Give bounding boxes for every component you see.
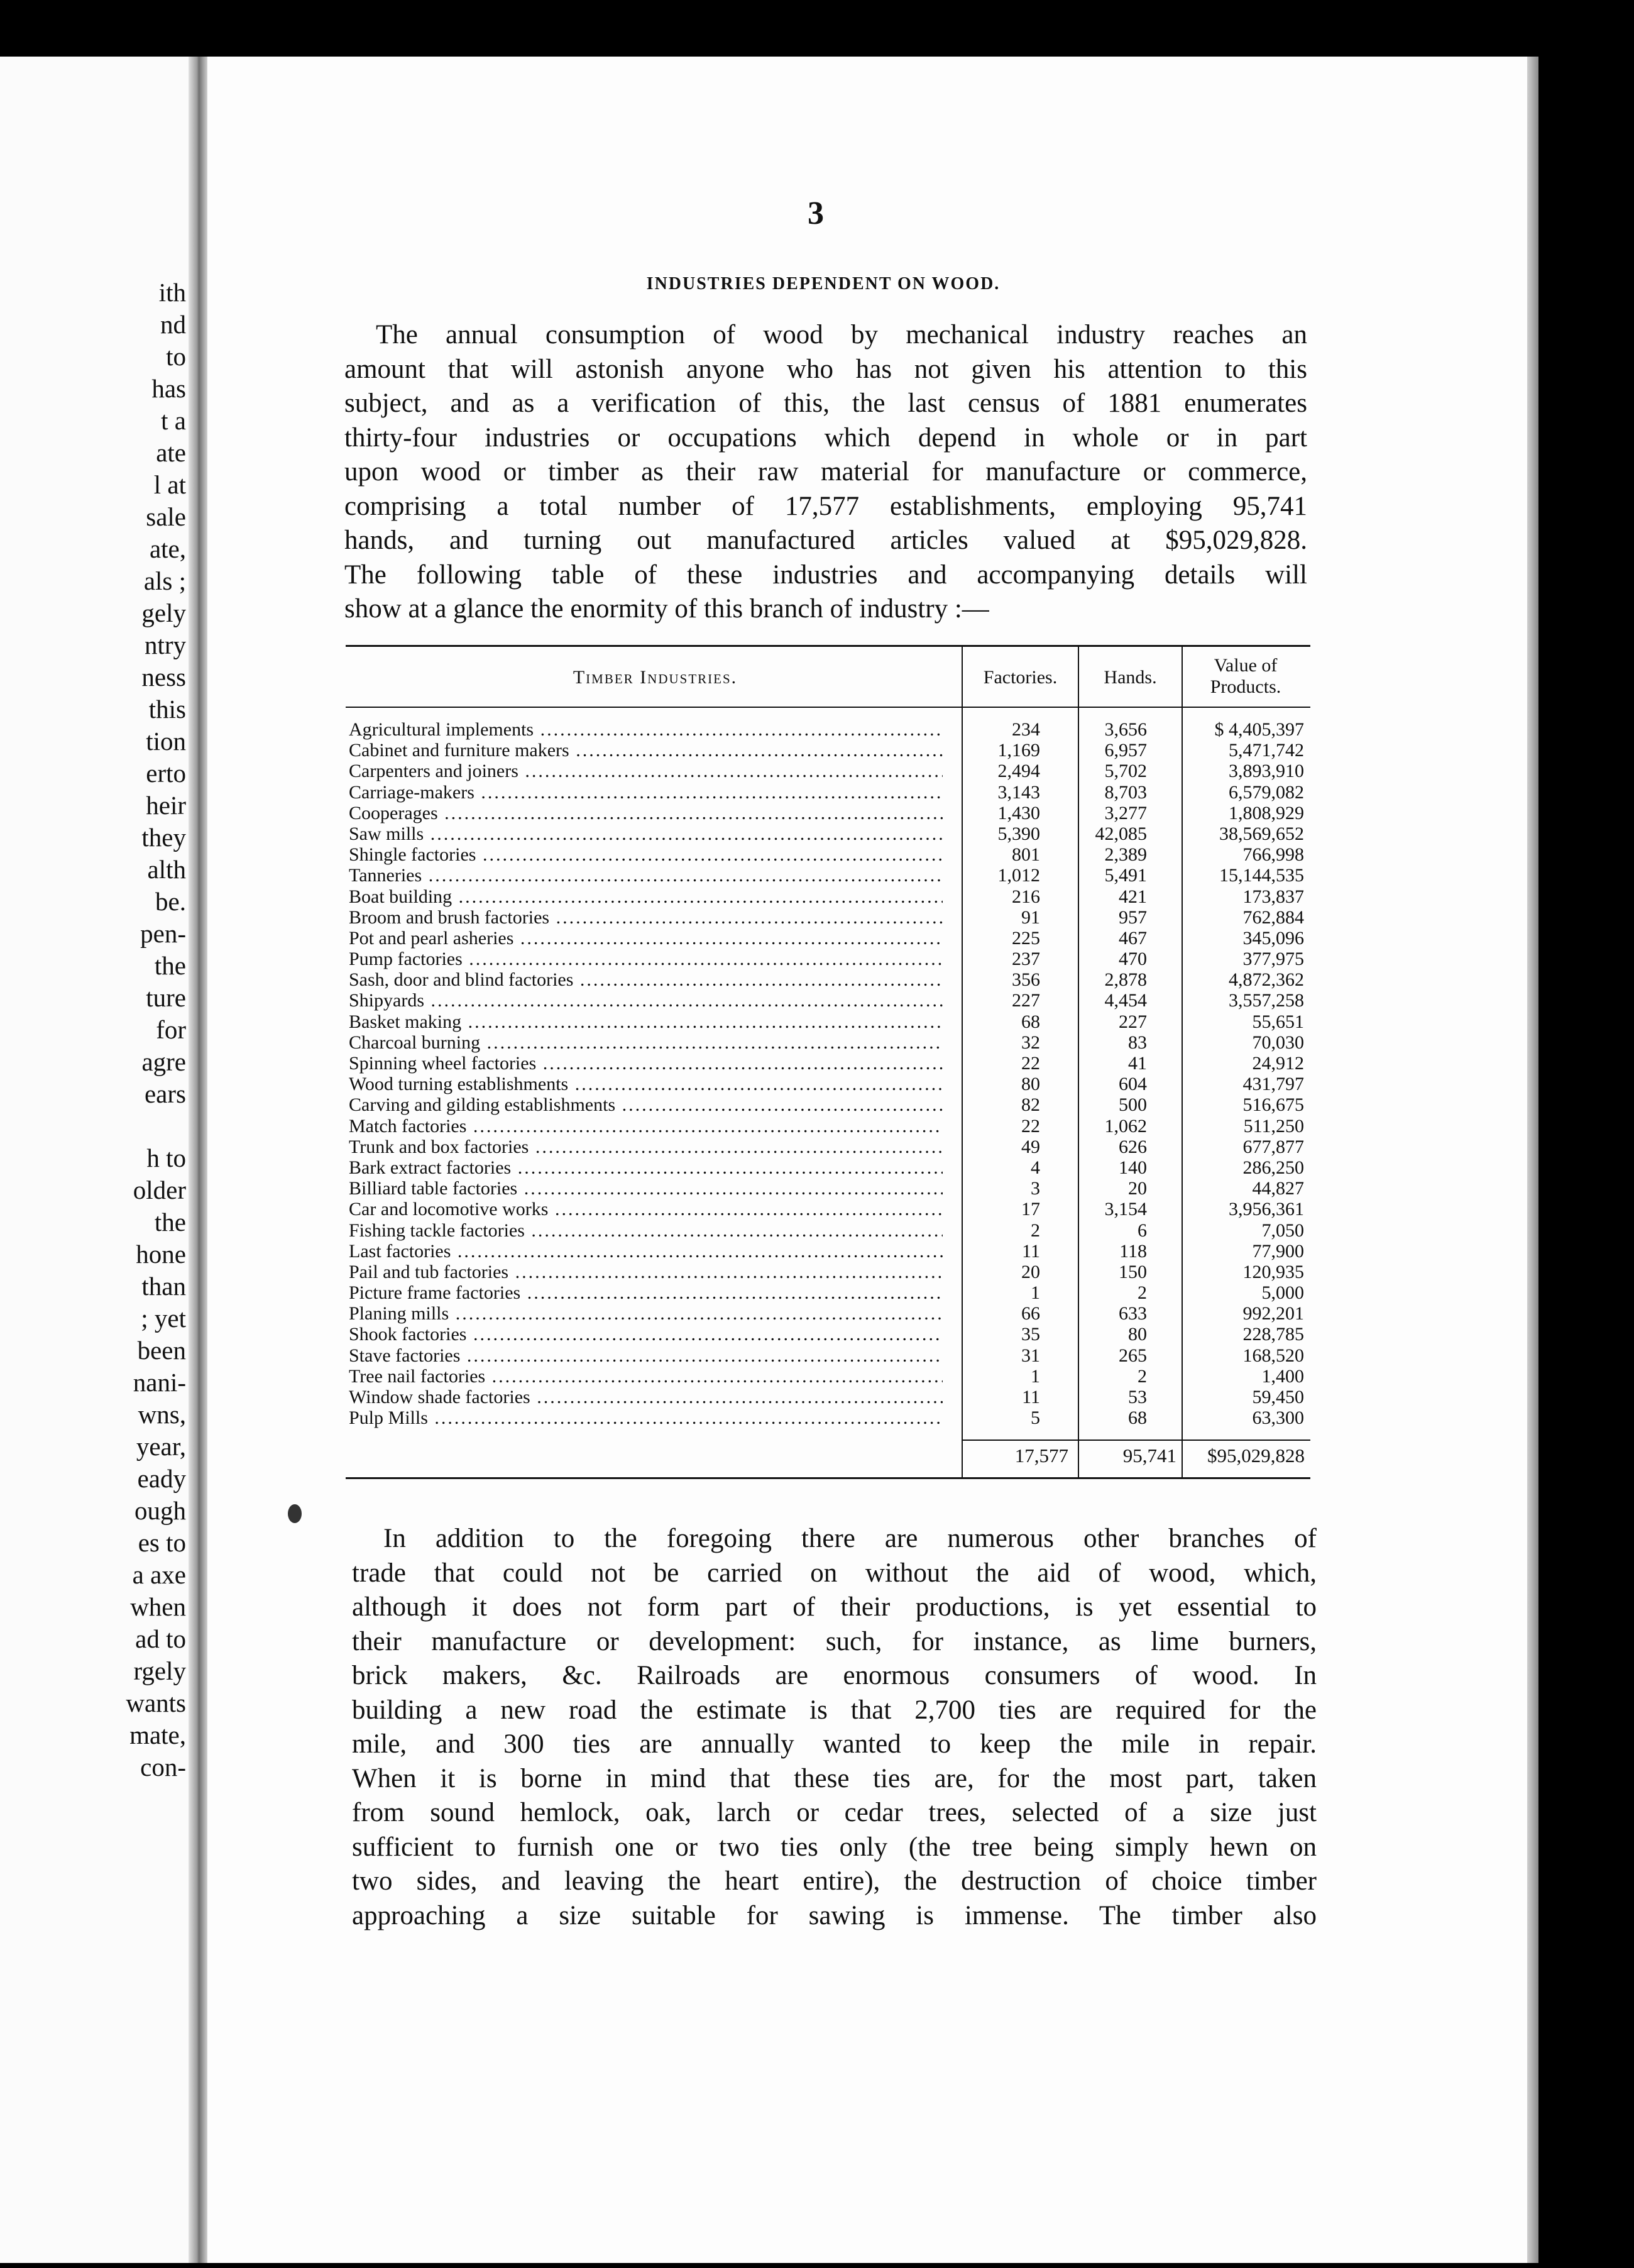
product-value: 511,250 — [1243, 1115, 1304, 1137]
factories-count: 1 — [1031, 1365, 1040, 1387]
hands-count: 5,491 — [1104, 865, 1147, 886]
industry-name: Picture frame factories ..... — [349, 1282, 943, 1303]
product-value: 766,998 — [1242, 844, 1304, 866]
factories-count: 3,143 — [997, 781, 1040, 803]
facing-page-fragment: heir — [146, 791, 186, 820]
facing-page-fragment: ad to — [135, 1624, 186, 1653]
table-row — [349, 928, 1317, 949]
text-line: approaching a size suitable for sawing is immense. The timber also — [352, 1900, 1317, 1930]
text-line: their manufacture or development: such, for instance, as lime burners, — [352, 1626, 1317, 1656]
table-row — [349, 990, 1317, 1011]
product-value: 55,651 — [1252, 1011, 1304, 1032]
factories-count: 356 — [1012, 969, 1040, 991]
factories-count: 66 — [1021, 1303, 1040, 1324]
facing-page-fragment: wants — [126, 1688, 186, 1717]
page-gutter — [189, 57, 207, 2263]
product-value: 992,201 — [1242, 1303, 1304, 1324]
table-row — [349, 865, 1317, 886]
facing-page-fragment: l at — [153, 470, 186, 499]
industry-name: Carriage-makers ..... — [349, 782, 943, 803]
text-line: When it is borne in mind that these ties are, for the most part, taken — [352, 1763, 1317, 1793]
text-line: amount that will astonish anyone who has not given his attention to this — [344, 354, 1307, 384]
text-line: from sound hemlock, oak, larch or cedar trees, selected of a size just — [352, 1798, 1317, 1827]
product-value: 762,884 — [1242, 906, 1304, 928]
factories-count: 20 — [1021, 1261, 1040, 1282]
factories-count: 11 — [1022, 1240, 1040, 1262]
product-value: 15,144,535 — [1219, 865, 1304, 886]
text-line: The following table of these industries and accompanying details will — [344, 559, 1307, 590]
facing-page-fragment: hone — [136, 1240, 186, 1269]
product-value: 7,050 — [1261, 1219, 1304, 1241]
facing-page-fragment: agre — [141, 1047, 186, 1076]
facing-page-fragment: tion — [146, 727, 186, 756]
header-value-line1: Value of — [1214, 655, 1278, 676]
facing-page-fragment: than — [141, 1272, 186, 1301]
table-row — [349, 782, 1317, 803]
table-row — [349, 1094, 1317, 1115]
hands-count: 42,085 — [1095, 823, 1147, 844]
text-line: show at a glance the enormity of this branch of industry :— — [344, 594, 989, 624]
hands-count: 6,957 — [1104, 740, 1147, 761]
header-factories: Factories. — [983, 667, 1058, 688]
text-line — [344, 318, 1307, 353]
facing-page-fragment: ; yet — [141, 1304, 186, 1333]
industry-name: Bark extract factories ..... — [349, 1157, 943, 1178]
table-row — [349, 1074, 1317, 1094]
industry-name: Agricultural implements ..... — [349, 719, 943, 740]
product-value: 6,579,082 — [1229, 781, 1304, 803]
product-value: 173,837 — [1242, 886, 1304, 907]
facing-page-fragment: for — [156, 1015, 186, 1044]
industry-name: Planing mills ..... — [349, 1303, 943, 1324]
industry-name: Pump factories ..... — [349, 949, 943, 969]
factories-count: 225 — [1012, 927, 1040, 949]
text-line: mile, and 300 ties are annually wanted to keep the mile in repair. — [352, 1729, 1317, 1759]
text-line: brick makers, &c. Railroads are enormous consumers of wood. In — [352, 1661, 1317, 1690]
hands-count: 5,702 — [1104, 761, 1147, 782]
industry-name: Wood turning establishments ..... — [349, 1074, 943, 1094]
product-value: $ 4,405,397 — [1214, 719, 1304, 740]
table-top-rule — [346, 645, 1310, 647]
facing-page-fragment: they — [141, 823, 186, 852]
text-line-content: The annual consumption of wood by mechanical industry reaches an — [376, 320, 1307, 350]
header-hands: Hands. — [1104, 667, 1157, 688]
factories-count: 1 — [1031, 1282, 1040, 1304]
facing-page-fragment: gely — [141, 598, 186, 627]
table-row — [349, 1032, 1317, 1053]
table-row — [349, 803, 1317, 823]
hands-count: 68 — [1128, 1407, 1147, 1429]
table-row — [349, 1053, 1317, 1074]
table-header-rule — [346, 707, 1310, 708]
factories-count: 3 — [1031, 1178, 1040, 1199]
product-value: 431,797 — [1242, 1074, 1304, 1095]
facing-page-fragment: h to — [146, 1143, 186, 1172]
facing-page-fragment: nd — [160, 310, 186, 339]
industry-name: Match factories ..... — [349, 1116, 943, 1137]
product-value: 677,877 — [1242, 1136, 1304, 1157]
hands-count: 2 — [1138, 1282, 1147, 1304]
facing-page-fragment: a axe — [132, 1560, 186, 1589]
hands-count: 80 — [1128, 1324, 1147, 1345]
hands-count: 1,062 — [1104, 1115, 1147, 1137]
industry-name: Broom and brush factories ..... — [349, 907, 943, 928]
closing-paragraph — [352, 1522, 1317, 1933]
ink-spot — [288, 1504, 302, 1523]
hands-count: 140 — [1119, 1157, 1147, 1178]
page-number: 3 — [808, 195, 824, 231]
hands-count: 421 — [1119, 886, 1147, 907]
facing-page-fragment: when — [130, 1592, 186, 1621]
text-line: upon wood or timber as their raw material for manufacture or commerce, — [344, 457, 1307, 487]
factories-count: 5,390 — [997, 823, 1040, 844]
hands-count: 2,389 — [1104, 844, 1147, 866]
factories-count: 80 — [1021, 1074, 1040, 1095]
factories-count: 17 — [1021, 1199, 1040, 1220]
hands-count: 8,703 — [1104, 781, 1147, 803]
facing-page-fragment: t a — [161, 406, 186, 435]
table-row — [349, 1282, 1317, 1303]
factories-count: 22 — [1021, 1115, 1040, 1137]
facing-page-fragment: this — [148, 695, 186, 724]
hands-count: 957 — [1119, 906, 1147, 928]
industry-name: Stave factories ..... — [349, 1345, 943, 1366]
hands-count: 6 — [1138, 1219, 1147, 1241]
header-industries: Timber Industries. — [573, 667, 738, 688]
text-line: comprising a total number of 17,577 establishments, employing 95,741 — [344, 491, 1307, 521]
product-value: 3,956,361 — [1229, 1199, 1304, 1220]
hands-count: 41 — [1128, 1053, 1147, 1074]
industry-name: Tree nail factories ..... — [349, 1366, 943, 1387]
text-line: thirty-four industries or occupations which depend in whole or in part — [344, 422, 1307, 453]
table-row — [349, 1387, 1317, 1407]
factories-count: 82 — [1021, 1094, 1040, 1116]
facing-page-fragment: be. — [155, 887, 186, 916]
product-value: 345,096 — [1242, 927, 1304, 949]
product-value: 77,900 — [1252, 1240, 1304, 1262]
hands-count: 4,454 — [1104, 990, 1147, 1011]
product-value: 63,300 — [1252, 1407, 1304, 1429]
industry-name: Boat building ..... — [349, 886, 943, 907]
table-row — [349, 1407, 1317, 1428]
facing-page-fragment: older — [133, 1175, 186, 1204]
hands-count: 626 — [1119, 1136, 1147, 1157]
hands-count: 604 — [1119, 1074, 1147, 1095]
facing-page-fragment: als ; — [143, 566, 186, 595]
industry-name: Shipyards ..... — [349, 990, 943, 1011]
facing-page-fragment: the — [154, 951, 186, 980]
factories-count: 11 — [1022, 1387, 1040, 1407]
hands-count: 3,656 — [1104, 719, 1147, 740]
facing-page-fragment: ture — [146, 983, 186, 1012]
table-body — [349, 719, 1317, 1428]
factories-count: 5 — [1031, 1407, 1040, 1429]
product-value: 516,675 — [1242, 1094, 1304, 1116]
facing-page-fragment: eady — [137, 1464, 186, 1493]
table-row — [349, 1178, 1317, 1199]
text-line: two sides, and leaving the heart entire), the destruction of choice timber — [352, 1866, 1317, 1896]
table-row — [349, 907, 1317, 928]
table-row — [349, 1199, 1317, 1219]
industry-name: Car and locomotive works ..... — [349, 1199, 943, 1219]
product-value: 168,520 — [1242, 1345, 1304, 1366]
table-row — [349, 1366, 1317, 1387]
hands-count: 265 — [1119, 1345, 1147, 1366]
product-value: 3,557,258 — [1229, 990, 1304, 1011]
industry-name: Fishing tackle factories ..... — [349, 1220, 943, 1241]
header-value-line2: Products. — [1210, 676, 1281, 697]
table-row — [349, 719, 1317, 740]
facing-page-fragment: alth — [147, 855, 186, 884]
factories-count: 49 — [1021, 1136, 1040, 1157]
facing-page-fragment: pen- — [140, 919, 186, 948]
page-edge — [1527, 57, 1538, 2263]
table-row — [349, 761, 1317, 781]
facing-page-fragment: nani- — [133, 1368, 186, 1397]
product-value: 5,471,742 — [1229, 740, 1304, 761]
industry-name: Trunk and box factories ..... — [349, 1137, 943, 1157]
product-value: 377,975 — [1242, 949, 1304, 970]
product-value: 24,912 — [1252, 1053, 1304, 1074]
industry-name: Pail and tub factories ..... — [349, 1262, 943, 1282]
facing-page-fragment: ears — [144, 1079, 186, 1108]
product-value: 4,872,362 — [1229, 969, 1304, 991]
totals-rule — [962, 1440, 1310, 1441]
product-value: 5,000 — [1261, 1282, 1304, 1304]
hands-count: 2,878 — [1104, 969, 1147, 991]
hands-count: 633 — [1119, 1303, 1147, 1324]
factories-count: 1,169 — [997, 740, 1040, 761]
table-row — [349, 1241, 1317, 1262]
industry-name: Pulp Mills ..... — [349, 1407, 943, 1428]
product-value: 228,785 — [1242, 1324, 1304, 1345]
product-value: 70,030 — [1252, 1032, 1304, 1053]
industry-name: Spinning wheel factories ..... — [349, 1053, 943, 1074]
factories-count: 1,430 — [997, 802, 1040, 823]
factories-count: 35 — [1021, 1324, 1040, 1345]
product-value: 38,569,652 — [1219, 823, 1304, 844]
product-value: 44,827 — [1252, 1178, 1304, 1199]
product-value: 3,893,910 — [1229, 761, 1304, 782]
total-hands: 95,741 — [1122, 1445, 1176, 1467]
factories-count: 2 — [1031, 1219, 1040, 1241]
hands-count: 467 — [1119, 927, 1147, 949]
industry-name: Shook factories ..... — [349, 1324, 943, 1345]
hands-count: 20 — [1128, 1178, 1147, 1199]
table-row — [349, 1011, 1317, 1032]
text-line: hands, and turning out manufactured articles valued at $95,029,828. — [344, 526, 1307, 555]
factories-count: 227 — [1012, 990, 1040, 1011]
table-row — [349, 740, 1317, 761]
factories-count: 68 — [1021, 1011, 1040, 1032]
industry-name: Billiard table factories ..... — [349, 1178, 943, 1199]
section-heading: INDUSTRIES DEPENDENT ON WOOD. — [646, 274, 1001, 294]
text-line: sufficient to furnish one or two ties only (the tree being simply hewn on — [352, 1832, 1317, 1862]
hands-count: 2 — [1138, 1365, 1147, 1387]
hands-count: 500 — [1119, 1094, 1147, 1116]
table-row — [349, 1220, 1317, 1241]
product-value: 59,450 — [1252, 1387, 1304, 1407]
facing-page-fragment: the — [154, 1208, 186, 1236]
factories-count: 31 — [1021, 1345, 1040, 1366]
hands-count: 118 — [1119, 1240, 1147, 1262]
factories-count: 4 — [1031, 1157, 1040, 1178]
text-line — [352, 1522, 1317, 1556]
factories-count: 216 — [1012, 886, 1040, 907]
facing-page-fragment: ate, — [149, 534, 186, 563]
text-line: building a new road the estimate is that 2,700 ties are required for the — [352, 1695, 1317, 1725]
facing-page-fragment: to — [166, 342, 186, 371]
factories-count: 237 — [1012, 949, 1040, 970]
facing-page-fragment: ness — [141, 663, 186, 691]
table-row — [349, 1137, 1317, 1157]
table-bottom-rule — [346, 1477, 1310, 1479]
text-line: trade that could not be carried on without the aid of wood, which, — [352, 1558, 1317, 1588]
facing-page-fragment: sale — [146, 502, 186, 531]
table-row — [349, 844, 1317, 865]
table-row — [349, 886, 1317, 907]
factories-count: 22 — [1021, 1053, 1040, 1074]
table-row — [349, 1303, 1317, 1324]
industry-name: Carving and gilding establishments ..... — [349, 1094, 943, 1115]
total-factories: 17,577 — [1014, 1445, 1068, 1467]
facing-page-fragment: ith — [158, 278, 186, 307]
text-line-content: In addition to the foregoing there are numerous other branches of — [383, 1524, 1317, 1553]
factories-count: 801 — [1012, 844, 1040, 866]
text-line: although it does not form part of their productions, is yet essential to — [352, 1592, 1317, 1622]
facing-page-fragment: con- — [140, 1753, 186, 1781]
factories-count: 2,494 — [997, 761, 1040, 782]
facing-page-fragment: erto — [146, 759, 186, 788]
industry-name: Basket making ..... — [349, 1011, 943, 1032]
facing-page-fragment: ough — [134, 1496, 186, 1525]
table-row — [349, 949, 1317, 969]
table-row — [349, 1345, 1317, 1366]
table-row — [349, 969, 1317, 990]
hands-count: 227 — [1119, 1011, 1147, 1032]
total-value: $95,029,828 — [1207, 1445, 1305, 1467]
industry-name: Sash, door and blind factories ..... — [349, 969, 943, 990]
factories-count: 1,012 — [997, 865, 1040, 886]
industry-name: Last factories ..... — [349, 1241, 943, 1262]
factories-count: 32 — [1021, 1032, 1040, 1053]
product-value: 1,400 — [1261, 1365, 1304, 1387]
facing-page-fragment: rgely — [133, 1656, 186, 1685]
facing-page-fragment: been — [137, 1336, 186, 1365]
hands-count: 83 — [1128, 1032, 1147, 1053]
text-line: subject, and as a verification of this, the last census of 1881 enumerates — [344, 388, 1307, 418]
industry-name: Window shade factories ..... — [349, 1387, 943, 1407]
factories-count: 91 — [1021, 906, 1040, 928]
facing-page-fragment: has — [151, 374, 186, 403]
hands-count: 470 — [1119, 949, 1147, 970]
hands-count: 3,154 — [1104, 1199, 1147, 1220]
intro-paragraph — [344, 318, 1307, 627]
hands-count: 150 — [1119, 1261, 1147, 1282]
product-value: 1,808,929 — [1229, 802, 1304, 823]
table-row — [349, 823, 1317, 844]
table-row — [349, 1262, 1317, 1282]
product-value: 120,935 — [1242, 1261, 1304, 1282]
facing-page-fragment: wns, — [138, 1400, 186, 1429]
industry-name: Shingle factories ..... — [349, 844, 943, 865]
table-row — [349, 1157, 1317, 1178]
table-row — [349, 1116, 1317, 1137]
industry-name: Pot and pearl asheries ..... — [349, 928, 943, 949]
facing-page-fragment: ate — [156, 438, 186, 467]
hands-count: 3,277 — [1104, 802, 1147, 823]
facing-page-fragment: ntry — [144, 630, 186, 659]
industry-name: Cooperages ..... — [349, 803, 943, 823]
facing-page-fragment: year, — [136, 1432, 186, 1461]
facing-page-fragment: es to — [138, 1528, 186, 1557]
table-row — [349, 1324, 1317, 1345]
hands-count: 53 — [1128, 1387, 1147, 1407]
factories-count: 234 — [1012, 719, 1040, 740]
industry-name: Tanneries ..... — [349, 865, 943, 886]
industry-name: Charcoal burning ..... — [349, 1032, 943, 1053]
industry-name: Saw mills ..... — [349, 823, 943, 844]
facing-page-fragment: mate, — [129, 1720, 186, 1749]
industry-name: Carpenters and joiners ..... — [349, 761, 943, 781]
industry-name: Cabinet and furniture makers ..... — [349, 740, 943, 761]
product-value: 286,250 — [1242, 1157, 1304, 1178]
